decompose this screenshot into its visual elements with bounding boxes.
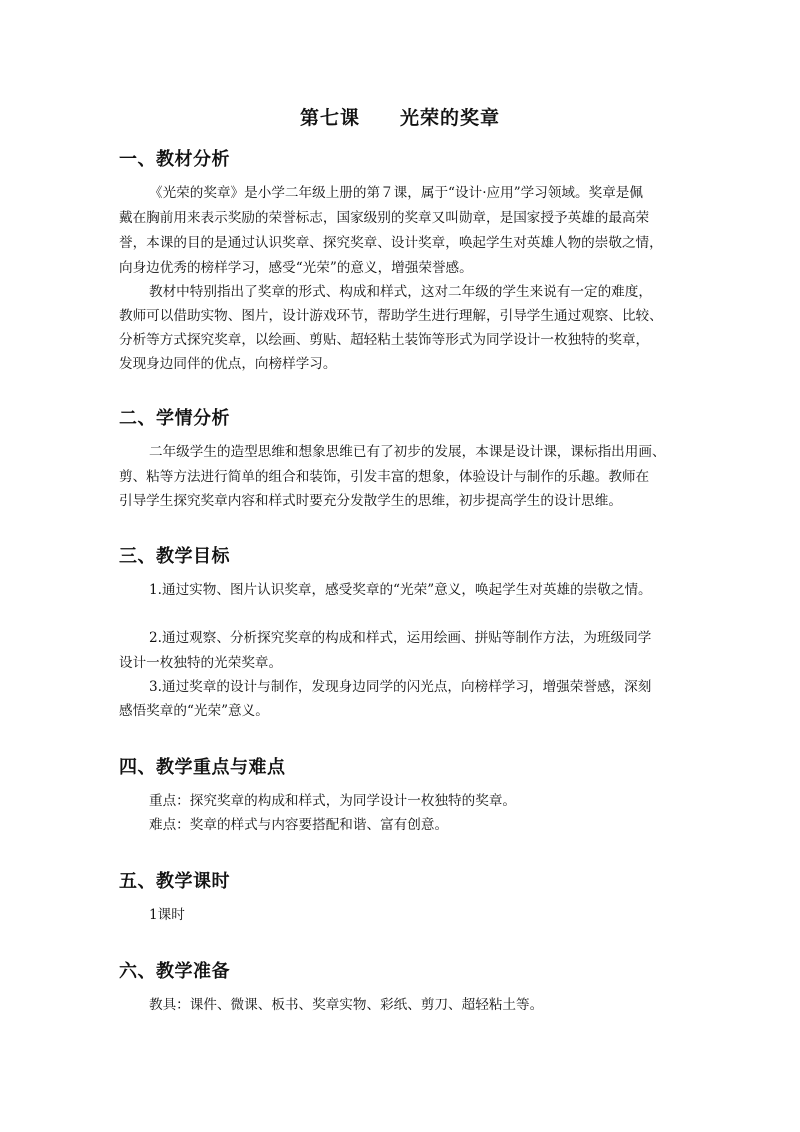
objective-line: 感悟奖章的“光荣”意义。 [119, 703, 269, 719]
paragraph-line: 二年级学生的造型思维和想象思维已有了初步的发展，本课是设计课，课标指出用画、 [149, 444, 666, 460]
paragraph-line: 誉，本课的目的是通过认识奖章、探究奖章、设计奖章，唤起学生对英雄人物的崇敬之情， [119, 235, 663, 251]
objective-line: 3.通过奖章的设计与制作，发现身边同学的闪光点，向榜样学习，增强荣誉感，深刻 [149, 679, 652, 695]
paragraph-line: 教师可以借助实物、图片，设计游戏环节，帮助学生进行理解，引导学生通过观察、比较、 [119, 308, 663, 324]
section-heading-teaching-objectives: 三、教学目标 [119, 546, 230, 567]
objective-line: 设计一枚独特的光荣奖章。 [119, 655, 283, 671]
paragraph-line: 向身边优秀的榜样学习，感受“光荣”的意义，增强荣誉感。 [119, 260, 473, 276]
class-hours-line: 1课时 [149, 907, 185, 923]
section-heading-class-hours: 五、教学课时 [119, 871, 230, 892]
difficult-point-line: 难点：奖章的样式与内容要搭配和谐、富有创意。 [149, 817, 449, 833]
objective-line: 2.通过观察、分析探究奖章的构成和样式，运用绘画、拼贴等制作方法，为班级同学 [149, 630, 652, 646]
objective-line: 1.通过实物、图片认识奖章，感受奖章的“光荣”意义，唤起学生对英雄的崇敬之情。 [149, 582, 652, 598]
paragraph-line: 分析等方式探究奖章，以绘画、剪贴、超轻粘土装饰等形式为同学设计一枚独特的奖章， [119, 332, 650, 348]
section-heading-learner-analysis: 二、学情分析 [119, 408, 230, 429]
paragraph-line: 教材中特别指出了奖章的形式、构成和样式，这对二年级的学生来说有一定的难度， [149, 284, 652, 300]
paragraph-line: 引导学生探究奖章内容和样式时要充分发散学生的思维，初步提高学生的设计思维。 [119, 493, 622, 509]
teaching-tools-line: 教具：课件、微课、板书、奖章实物、彩纸、剪刀、超轻粘土等。 [149, 997, 544, 1013]
paragraph-line: 发现身边同伴的优点，向榜样学习。 [119, 356, 337, 372]
paragraph-line: 剪、粘等方法进行简单的组合和装饰，引发丰富的想象，体验设计与制作的乐趣。教师在 [119, 469, 650, 485]
paragraph-line: 《光荣的奖章》是小学二年级上册的第７课，属于“设计·应用”学习领域。奖章是佩 [149, 185, 643, 201]
section-heading-teaching-preparation: 六、教学准备 [119, 961, 230, 982]
section-heading-key-and-difficult-points: 四、教学重点与难点 [119, 757, 286, 778]
key-point-line: 重点：探究奖章的构成和样式，为同学设计一枚独特的奖章。 [149, 793, 517, 809]
lesson-title: 第七课 光荣的奖章 [299, 107, 500, 129]
section-heading-material-analysis: 一、教材分析 [119, 149, 230, 170]
paragraph-line: 戴在胸前用来表示奖励的荣誉标志，国家级别的奖章又叫勋章，是国家授予英雄的最高荣 [119, 210, 650, 226]
